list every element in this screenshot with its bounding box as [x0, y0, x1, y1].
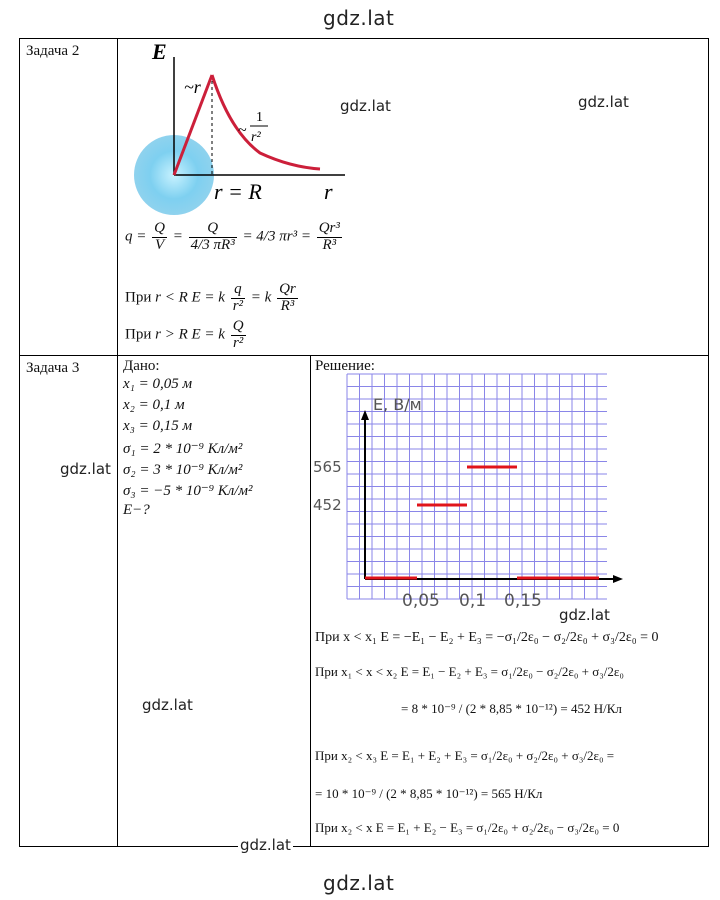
decay-den: r²: [251, 130, 261, 145]
task2-content-cell: [118, 39, 709, 356]
linear-label: ~r: [184, 77, 201, 97]
task3-field-graph: [313, 374, 637, 614]
field-outside-curve: [212, 75, 320, 169]
task2-label-cell: [20, 39, 118, 356]
watermark-left: gdz.lat: [60, 460, 111, 478]
task2-field-graph: [130, 41, 370, 211]
case-outside: При r > R E = k $\frac{Q}{\text{r²}}$: [125, 318, 244, 351]
y-tick-452: 452: [313, 496, 342, 514]
case-inside: При r < R E = k $\frac{q}{\text{r²}}$ = k $\frac{Qr}{\text{R³}}$: [125, 281, 296, 314]
decay-label-prefix: ~: [238, 122, 247, 139]
solution-line-3: = 8 * 10⁻⁹ / (2 * 8,85 * 10⁻¹²) = 452 Н/Кл: [401, 701, 622, 716]
given-x3: x₃ = 0,15 м: [123, 418, 193, 434]
x-tick-005: 0,05: [402, 591, 440, 611]
solution-line-4: При x₂ < x₃ E = E₁ + E₂ + E₃ = σ₁/2ε₀ + σ₂/2ε₀ + σ₃/2ε₀ =: [315, 748, 615, 763]
boundary-label: r = R: [214, 179, 262, 204]
x-tick-015: 0,15: [504, 591, 542, 611]
watermark-bottom: gdz.lat: [323, 871, 395, 895]
watermark-top: gdz.lat: [323, 6, 395, 30]
task3-label-cell: [20, 356, 118, 847]
watermark-solution: gdz.lat: [559, 606, 610, 624]
given-title: Дано:: [123, 358, 160, 374]
given-sigma3: σ₃ = −5 * 10⁻⁹ Кл/м²: [123, 483, 253, 499]
solution-line-6: При x₂ < x E = E₁ + E₂ − E₃ = σ₁/2ε₀ + σ₂/2ε₀ − σ₃/2ε₀ = 0: [315, 820, 620, 835]
y-tick-565: 565: [313, 458, 342, 476]
task2-label: Задача 2: [26, 43, 80, 59]
solution-line-5: = 10 * 10⁻⁹ / (2 * 8,85 * 10⁻¹²) = 565 Н/Кл: [315, 786, 543, 801]
given-x2: x₂ = 0,1 м: [123, 397, 185, 413]
given-sigma1: σ₁ = 2 * 10⁻⁹ Кл/м²: [123, 441, 243, 457]
given-x1: x₁ = 0,05 м: [123, 376, 193, 392]
solution-cell: [311, 356, 709, 847]
y-axis-label: E: [152, 39, 167, 64]
graph-y-label: E, В/м: [373, 395, 422, 414]
watermark-mid-1: gdz.lat: [340, 97, 391, 115]
given-sigma2: σ₂ = 3 * 10⁻⁹ Кл/м²: [123, 462, 243, 478]
solution-title: Решение:: [315, 358, 375, 374]
x-tick-01: 0,1: [459, 591, 487, 611]
watermark-given: gdz.lat: [142, 696, 193, 714]
task3-label: Задача 3: [26, 360, 80, 376]
solution-line-1: При x < x₁ E = −E₁ − E₂ + E₃ = −σ₁/2ε₀ − σ₂/2ε₀ + σ₃/2ε₀ = 0: [315, 630, 659, 645]
charge-formula: q = $\frac{Q}{V}$ = $\frac{Q}{\text{4/3 πR³}}$ = 4/3 πr³ = $\frac{\text{Qr³}}{\text{R³}}$: [125, 220, 340, 253]
solution-table: [19, 38, 709, 847]
solution-line-2: При x₁ < x < x₂ E = E₁ − E₂ + E₃ = σ₁/2ε₀ − σ₂/2ε₀ + σ₃/2ε₀: [315, 664, 624, 679]
given-cell: [118, 356, 311, 847]
watermark-table-bottom: gdz.lat: [240, 836, 291, 854]
x-axis-label: r: [324, 179, 333, 204]
watermark-mid-2: gdz.lat: [578, 93, 629, 111]
given-find: E−?: [123, 502, 150, 518]
decay-num: 1: [256, 110, 263, 125]
